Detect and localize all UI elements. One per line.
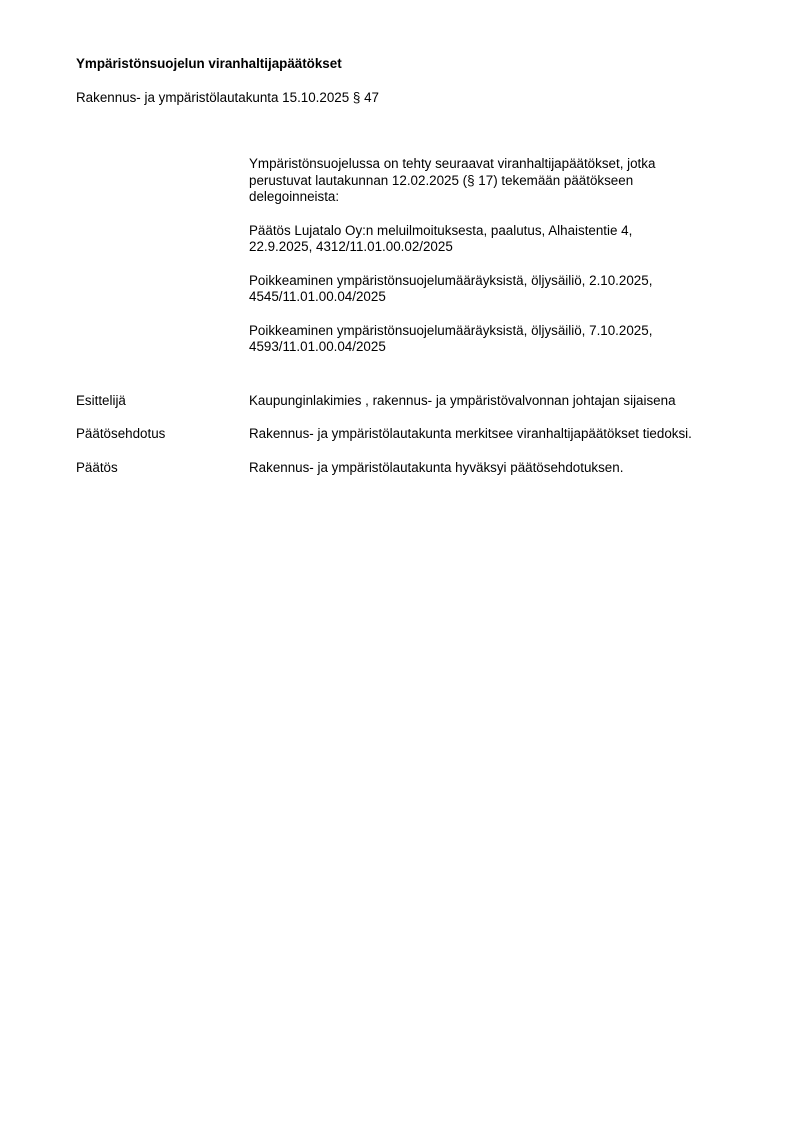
presenter-label: Esittelijä <box>76 393 126 408</box>
paragraph-line: Päätös Lujatalo Oy:n meluilmoituksesta, paalutus, Alhaistentie 4, <box>249 222 633 238</box>
decision-body <box>249 156 719 373</box>
paragraph-line: Poikkeaminen ympäristönsuojelumääräyksistä, öljysäiliö, 2.10.2025, <box>249 272 653 288</box>
proposal-value: Rakennus- ja ympäristölautakunta merkitsee viranhaltijapäätökset tiedoksi. <box>249 426 692 441</box>
paragraph-line: perustuvat lautakunnan 12.02.2025 (§ 17) tekemään päätökseen <box>249 172 634 188</box>
decision-value: Rakennus- ja ympäristölautakunta hyväksyi päätösehdotuksen. <box>249 460 624 475</box>
paragraph-line: 22.9.2025, 4312/11.01.00.02/2025 <box>249 239 453 254</box>
intro-paragraph <box>249 156 719 206</box>
paragraph-line: Ympäristönsuojelussa on tehty seuraavat viranhaltijapäätökset, jotka <box>249 156 656 171</box>
proposal-label: Päätösehdotus <box>76 426 166 441</box>
decision-item <box>249 273 719 306</box>
decision-item <box>249 223 719 256</box>
paragraph-line: 4545/11.01.00.04/2025 <box>249 289 386 304</box>
paragraph-line: Poikkeaminen ympäristönsuojelumääräyksistä, öljysäiliö, 7.10.2025, <box>249 322 653 338</box>
paragraph-line: delegoinneista: <box>249 189 340 204</box>
meeting-reference: Rakennus- ja ympäristölautakunta 15.10.2025 § 47 <box>76 90 379 105</box>
document-title: Ympäristönsuojelun viranhaltijapäätökset <box>76 56 342 71</box>
paragraph-line: 4593/11.01.00.04/2025 <box>249 339 386 354</box>
decision-label: Päätös <box>76 460 118 475</box>
presenter-value: Kaupunginlakimies , rakennus- ja ympäristövalvonnan johtajan sijaisena <box>249 393 676 408</box>
decision-item <box>249 323 719 356</box>
